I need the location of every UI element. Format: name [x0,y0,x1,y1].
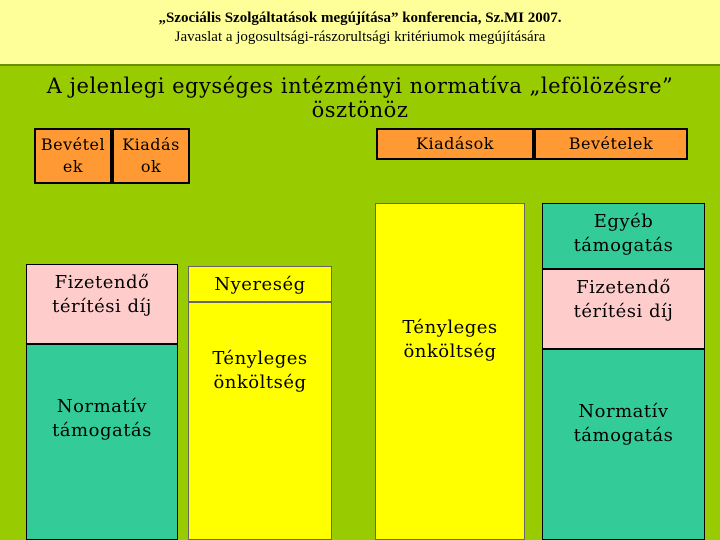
other-support-label: Egyéb támogatás [573,211,674,256]
left-fee-label: Fizetendő térítési díj [52,272,152,317]
profit-label: Nyereség [214,274,306,295]
conference-title: „Szociális Szolgáltatások megújítása” konferencia, Sz.MI 2007. [158,10,562,26]
left-normative-label: Normatív támogatás [52,396,152,441]
profit-block [188,266,332,302]
legend-bevetelek-right [534,128,688,160]
conference-subtitle: Javaslat a jogosultsági-rászorultsági kritériumok megújítására [174,29,546,45]
middle-actual-cost-block [188,302,332,540]
legend-kiadasok [112,128,190,184]
legend-kiadasok-label: Kiadás ok [122,135,180,176]
legend-bevetelek-right-label: Bevételek [568,134,654,153]
left-normative-block [26,344,178,540]
legend-kiadasok-right [376,128,534,160]
right-actual-cost-block [375,203,525,540]
right-actual-cost-label: Tényleges önköltség [402,317,498,362]
right-fee-block [542,269,705,349]
other-support-block [542,203,705,269]
legend-bevetelek [34,128,112,184]
legend-bevetelek-label: Bevétel ek [40,135,106,176]
right-normative-block [542,349,705,540]
middle-actual-cost-label: Tényleges önköltség [212,348,308,393]
left-fee-block [26,264,178,344]
right-fee-label: Fizetendő térítési díj [573,277,674,322]
slide-title: A jelenlegi egységes intézményi normatíva „lefölözésre” ösztönöz [46,74,674,122]
right-normative-label: Normatív támogatás [573,401,674,446]
legend-kiadasok-right-label: Kiadások [416,134,494,153]
slide-header [0,0,720,66]
